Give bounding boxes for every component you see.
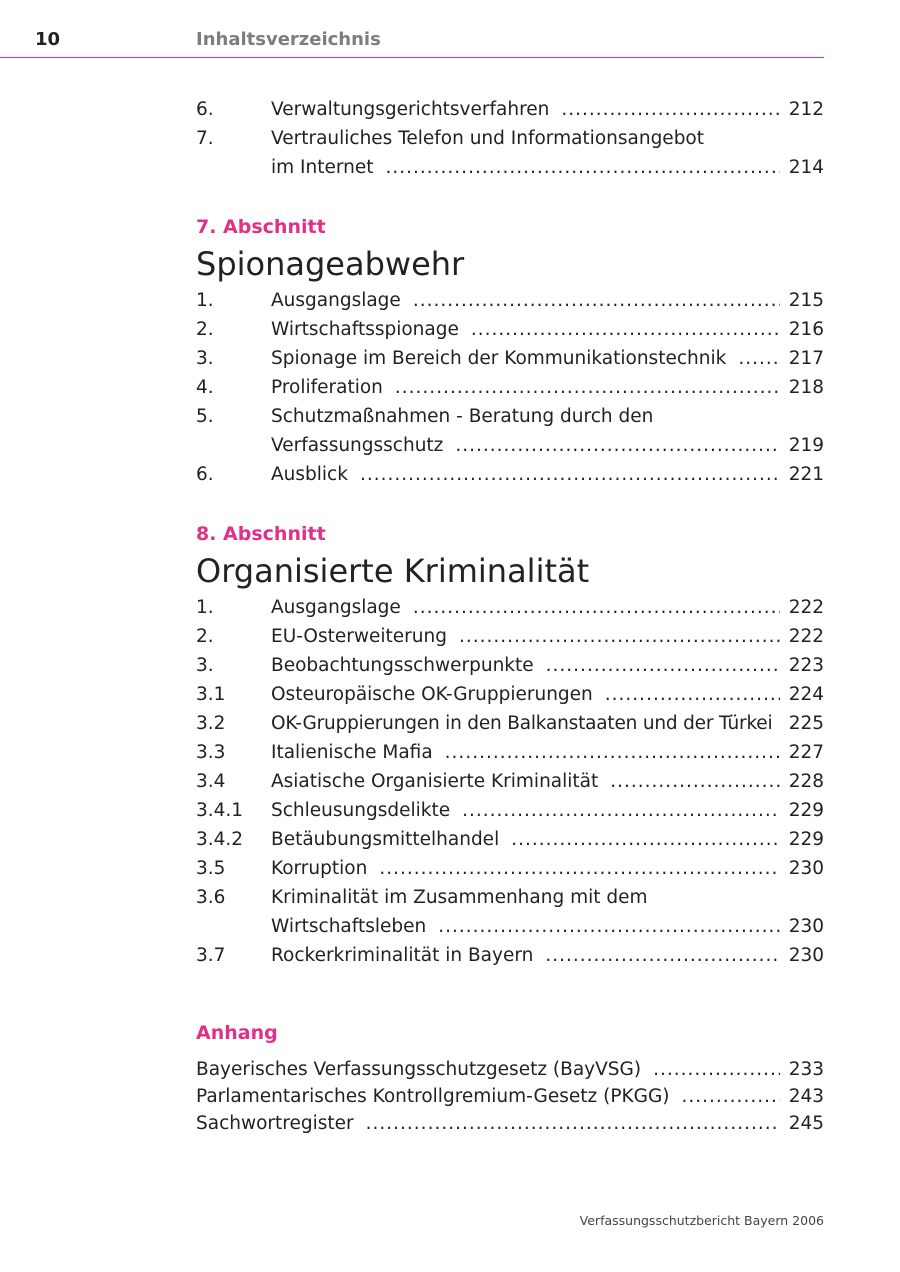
toc-entry-title: Verfassungsschutz [271,435,444,456]
toc-entry-title: Asiatische Organisierte Kriminalität [271,771,599,792]
toc-entry-page: 212 [788,99,824,120]
toc-entry-page: 230 [788,945,824,966]
page-header [0,0,824,58]
toc-entry-title: Ausgangslage [271,597,401,618]
toc-entry-page: 223 [788,655,824,676]
toc-entry-title: Rockerkriminalität in Bayern [271,945,534,966]
toc-entry-number: 3.5 [196,858,226,879]
toc-entry-title: Korruption [271,858,368,879]
toc-entry-page: 230 [788,916,824,937]
toc-entry-page: 216 [788,319,824,340]
toc-entry[interactable] [196,709,824,738]
section-kicker: 8. Abschnitt [196,523,326,545]
toc-entry-title: Wirtschaftsleben [271,916,427,937]
toc-entry[interactable] [196,1110,824,1137]
toc-entry-page: 221 [788,464,824,485]
toc-entry-number: 2. [196,319,214,340]
toc-entry-number: 6. [196,99,214,120]
toc-entry-page: 219 [788,435,824,456]
dot-leader [379,854,780,883]
dot-leader [682,1083,780,1110]
running-title: Inhaltsverzeichnis [196,29,381,50]
toc-entry-number: 3. [196,655,214,676]
dot-leader [445,738,780,767]
toc-entry-number: 3.2 [196,713,226,734]
toc-entry-page: 229 [788,829,824,850]
toc-entry-number: 2. [196,626,214,647]
dot-leader [455,431,780,460]
toc-entry-page: 230 [788,858,824,879]
toc-entry-number: 4. [196,377,214,398]
dot-leader [366,1110,780,1137]
dot-leader [459,622,780,651]
toc-entry[interactable] [196,825,824,854]
toc-entry-number: 1. [196,290,214,311]
toc-entry-title-line: Schutzmaßnahmen - Beratung durch den [271,406,654,427]
toc-entry[interactable] [196,593,824,622]
dot-leader [360,460,780,489]
toc-entry[interactable] [196,622,824,651]
toc-entry-title: Parlamentarisches Kontrollgremium-Gesetz (PKGG) [196,1086,670,1107]
appendix-kicker: Anhang [196,1022,278,1044]
toc-entry[interactable] [196,796,824,825]
section-title: Organisierte Kriminalität [196,552,590,590]
dot-leader [395,373,780,402]
toc-entry[interactable] [196,767,824,796]
dot-leader [438,912,780,941]
toc-entry-page: 243 [788,1086,824,1107]
dot-leader [511,825,780,854]
dot-leader [610,767,780,796]
toc-entry[interactable] [196,651,824,680]
toc-entry-title: Bayerisches Verfassungsschutzgesetz (BayVSG) [196,1059,642,1080]
toc-entry-page: 214 [788,157,824,178]
toc-entry-title: Osteuropäische OK-Gruppierungen [271,684,593,705]
toc-entry-title: Spionage im Bereich der Kommunikationstechnik [271,348,727,369]
toc-entry-title: Proliferation [271,377,383,398]
toc-entry-number: 3. [196,348,214,369]
toc-entry-title: Beobachtungsschwerpunkte [271,655,534,676]
toc-entry-page: 225 [788,713,824,734]
toc-entry-page: 222 [788,626,824,647]
toc-entry-title: EU-Osterweiterung [271,626,447,647]
toc-entry[interactable] [196,460,824,489]
toc-entry-page: 229 [788,800,824,821]
toc-entry-title-line: Kriminalität im Zusammenhang mit dem [271,887,648,908]
page-footer: Verfassungsschutzbericht Bayern 2006 [579,1213,824,1228]
toc-entry[interactable] [196,344,824,373]
toc-entry-title: Ausgangslage [271,290,401,311]
toc-entry-title: Verwaltungsgerichtsverfahren [271,99,550,120]
dot-leader [738,344,780,373]
toc-entry[interactable] [196,286,824,315]
toc-entry-number: 5. [196,406,214,427]
toc-entry-page: 224 [788,684,824,705]
toc-entry-number: 3.4.2 [196,829,244,850]
table-of-contents [196,95,824,1137]
dot-leader [545,941,780,970]
toc-entry[interactable] [196,883,824,941]
toc-entry[interactable] [196,1056,824,1083]
dot-leader [561,95,780,124]
toc-entry-page: 218 [788,377,824,398]
toc-entry-title: Schleusungsdelikte [271,800,451,821]
toc-section [196,216,824,489]
section-title: Spionageabwehr [196,245,465,283]
toc-entry-page: 228 [788,771,824,792]
toc-entry-title: Wirtschaftsspionage [271,319,459,340]
toc-entry-number: 3.6 [196,887,226,908]
toc-entry[interactable] [196,941,824,970]
toc-section [196,523,824,970]
toc-entry-title-line: Vertrauliches Telefon und Informationsangebot [271,128,705,149]
section-kicker: 7. Abschnitt [196,216,326,238]
dot-leader [471,315,780,344]
toc-entry-title: im Internet [271,157,374,178]
toc-entry-number: 3.7 [196,945,226,966]
toc-intro-list [196,95,824,182]
toc-entry-number: 3.4 [196,771,226,792]
dot-leader [653,1056,780,1083]
toc-entry-number: 1. [196,597,214,618]
toc-entry-title: OK-Gruppierungen in den Balkanstaaten und der Türkei [271,713,773,734]
dot-leader [386,153,781,182]
dot-leader [605,680,780,709]
toc-appendix [196,1022,824,1137]
toc-entry-page: 217 [788,348,824,369]
toc-entry-number: 3.1 [196,684,226,705]
toc-entry-page: 227 [788,742,824,763]
toc-entry-page: 222 [788,597,824,618]
dot-leader [546,651,780,680]
toc-entry[interactable] [196,1083,824,1110]
toc-entry-page: 245 [788,1113,824,1134]
toc-entry[interactable] [196,738,824,767]
dot-leader [413,593,780,622]
toc-entry[interactable] [196,680,824,709]
toc-entry[interactable] [196,373,824,402]
page-number: 10 [35,29,61,50]
toc-entry-page: 233 [788,1059,824,1080]
dot-leader [413,286,780,315]
toc-entry[interactable] [196,315,824,344]
toc-entry[interactable] [196,124,824,182]
toc-entry-title: Ausblick [271,464,348,485]
toc-entry-number: 6. [196,464,214,485]
toc-entry-title: Betäubungsmittelhandel [271,829,500,850]
toc-entry-title: Italienische Mafia [271,742,433,763]
dot-leader [462,796,780,825]
toc-entry-number: 3.4.1 [196,800,244,821]
toc-entry[interactable] [196,95,824,124]
toc-entry-title: Sachwortregister [196,1113,354,1134]
toc-entry-number: 7. [196,128,214,149]
toc-entry[interactable] [196,402,824,460]
toc-entry-number: 3.3 [196,742,226,763]
toc-entry[interactable] [196,854,824,883]
toc-entry-page: 215 [788,290,824,311]
